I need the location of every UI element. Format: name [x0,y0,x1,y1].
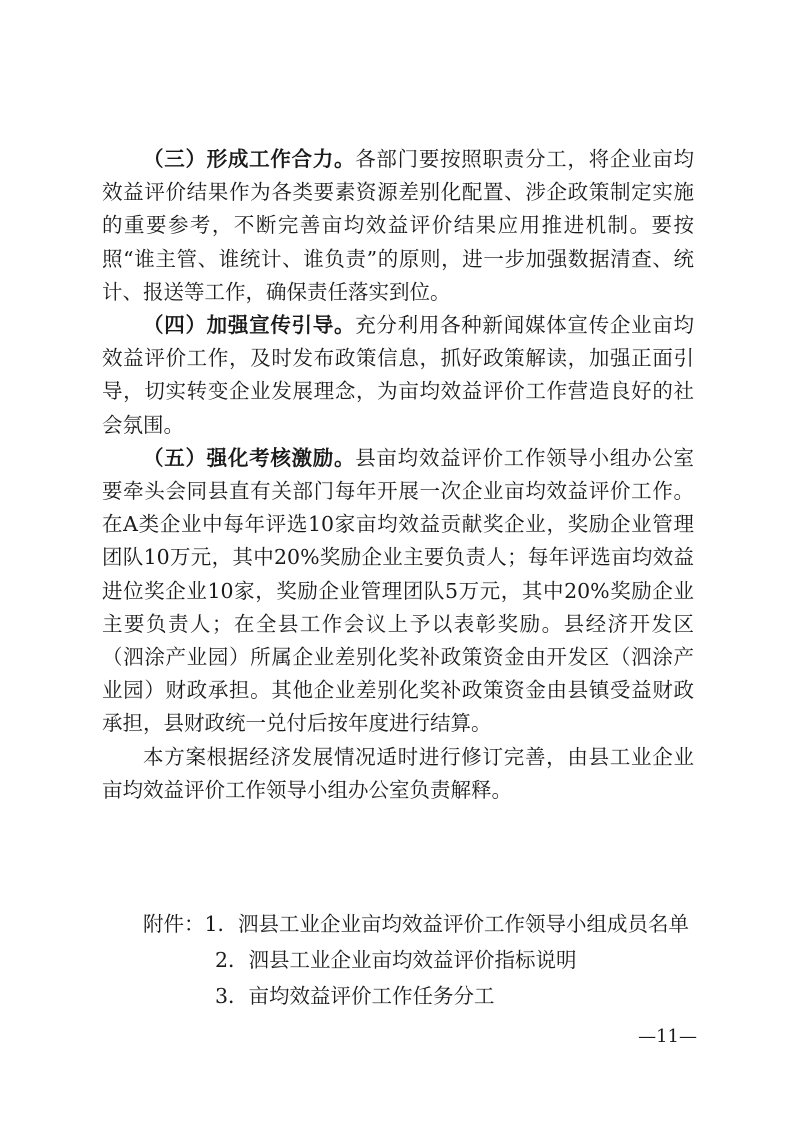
paragraph-work-synergy [102,143,694,309]
paragraph-interpretation [102,741,694,807]
attachment-title: 1．泗县工业企业亩均效益评价工作领导小组成员名单 [204,912,690,936]
attachment-title: 3．亩均效益评价工作任务分工 [215,984,495,1008]
paragraph-text: 县亩均效益评价工作领导小组办公室要牵头会同县直有关部门每年开展一次企业亩均效益评价工作。在A类企业中每年评选10家亩均效益贡献奖企业，奖励企业管理团队10万元，其中20%奖励企业主要负责人；每年评选亩均效益进位奖企业10家，奖励企业管理团队5万元，其中20%奖励企业主要负责人；在全县工作会议上予以表彰奖励。县经济开发区（泗涂产业园）所属企业差别化奖补政策资金由开发区（泗涂产业园）财政承担。其他企业差别化奖补政策资金由县镇受益财政承担，县财政统一兑付后按年度进行结算。 [102,445,695,736]
section-heading-4: （四）加强宣传引导。 [143,313,356,338]
paragraph-text: 充分利用各种新闻媒体宣传企业亩均效益评价工作，及时发布政策信息，抓好政策解读，加强正面引导，切实转变企业发展理念，为亩均效益评价工作营造良好的社会氛围。 [102,313,695,437]
section-heading-5: （五）强化考核激励。 [143,445,356,470]
attachment-item [102,906,702,942]
attachment-item [102,978,702,1014]
attachments-label: 附件： [143,912,205,936]
page-number: —11— [638,1026,697,1047]
paragraph-publicity [102,309,694,442]
paragraph-text: 各部门要按照职责分工，将企业亩均效益评价结果作为各类要素资源差别化配置、涉企政策制定实施的重要参考，不断完善亩均效益评价结果应用推进机制。要按照“谁主管、谁统计、谁负责”的原则，进一步加强数据清查、统计、报送等工作，确保责任落实到位。 [102,147,695,304]
attachment-item [102,942,702,978]
paragraph-incentives [102,442,694,741]
paragraph-text: 本方案根据经济发展情况适时进行修订完善，由县工业企业亩均效益评价工作领导小组办公室负责解释。 [102,744,694,802]
attachment-title: 2．泗县工业企业亩均效益评价指标说明 [215,948,577,972]
section-heading-3: （三）形成工作合力。 [143,147,356,171]
document-body [102,143,694,807]
attachments-list [102,906,702,1014]
